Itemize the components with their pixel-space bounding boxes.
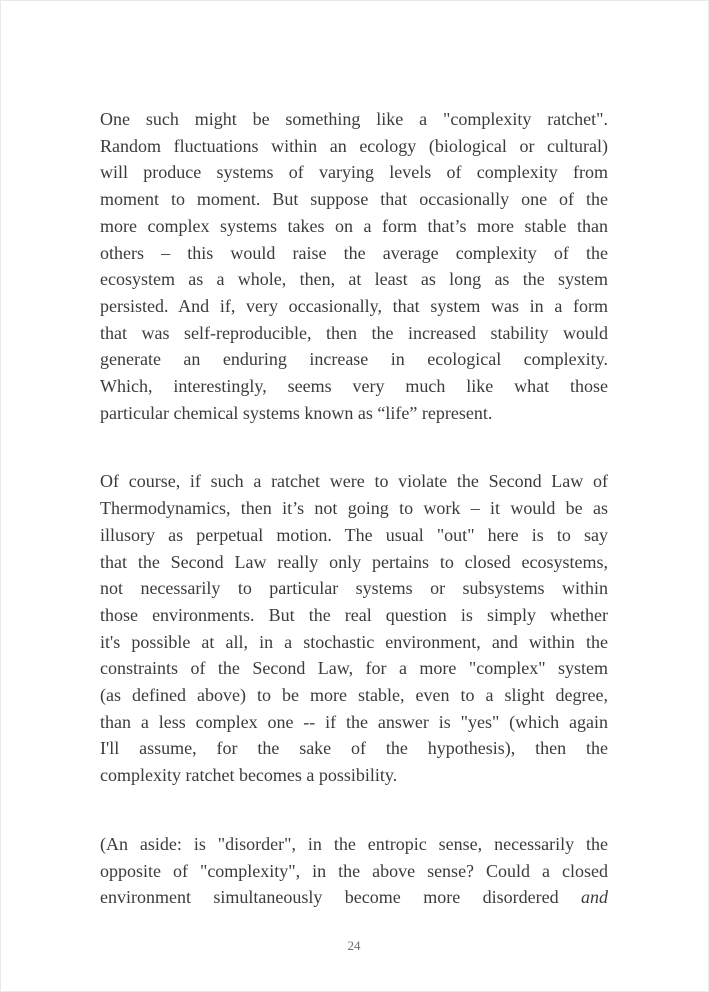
text-segment: more complex systems takes on a form that’s more stable than — [100, 215, 608, 236]
text-segment: generate an enduring increase in ecological complexity. — [100, 349, 608, 370]
text-segment: environment simultaneously become more disordered — [100, 887, 581, 908]
text-line — [100, 373, 608, 400]
text-line — [100, 159, 608, 186]
text-segment: others – this would raise the average complexity of the — [100, 242, 608, 263]
text-segment: Which, interestingly, seems very much like what those — [100, 376, 608, 397]
text-segment: persisted. And if, very occasionally, that system was in a form — [100, 295, 608, 316]
text-line — [100, 468, 608, 495]
text-segment: opposite of "complexity", in the above sense? Could a closed — [100, 860, 608, 881]
text-line — [100, 575, 608, 602]
text-line — [100, 762, 608, 789]
text-line — [100, 186, 608, 213]
text-line — [100, 884, 608, 911]
text-line — [100, 549, 608, 576]
text-line — [100, 831, 608, 858]
text-line — [100, 735, 608, 762]
text-line — [100, 858, 608, 885]
text-segment: that the Second Law really only pertains to closed ecosystems, — [100, 551, 608, 572]
page-number: 24 — [347, 938, 361, 953]
text-line — [100, 106, 608, 133]
text-segment: complexity ratchet becomes a possibility. — [100, 765, 398, 786]
text-segment: not necessarily to particular systems or subsystems within — [100, 578, 608, 599]
text-line — [100, 320, 608, 347]
paragraph-complexity-ratchet — [100, 106, 608, 426]
text-segment: than a less complex one -- if the answer is "yes" (which again — [100, 711, 608, 732]
text-line — [100, 682, 608, 709]
text-segment: Of course, if such a ratchet were to violate the Second Law of — [100, 471, 608, 492]
text-segment: Random fluctuations within an ecology (biological or cultural) — [100, 135, 608, 156]
text-segment: those environments. But the real question is simply whether — [100, 604, 608, 625]
text-segment: will produce systems of varying levels of complexity from — [100, 162, 608, 183]
text-line — [100, 346, 608, 373]
text-line — [100, 709, 608, 736]
paragraph-aside-disorder — [100, 831, 608, 911]
text-segment: particular chemical systems known as “life” represent. — [100, 402, 493, 423]
text-block — [100, 106, 608, 911]
text-segment: moment to moment. But suppose that occasionally one of the — [100, 189, 608, 210]
paragraph-second-law — [100, 468, 608, 788]
text-segment: One such might be something like a "complexity ratchet". — [100, 109, 608, 129]
text-segment: Thermodynamics, then it’s not going to work – it would be as — [100, 498, 608, 519]
text-line — [100, 213, 608, 240]
text-segment: constraints of the Second Law, for a more "complex" system — [100, 658, 608, 679]
text-segment: (as defined above) to be more stable, even to a slight degree, — [100, 685, 608, 706]
text-line — [100, 629, 608, 656]
text-line — [100, 602, 608, 629]
text-line — [100, 495, 608, 522]
text-line — [100, 400, 608, 427]
text-segment: that was self-reproducible, then the increased stability would — [100, 322, 608, 343]
text-line — [100, 240, 608, 267]
text-line — [100, 266, 608, 293]
text-segment: I'll assume, for the sake of the hypothesis), then the — [100, 738, 608, 759]
text-segment: (An aside: is "disorder", in the entropic sense, necessarily the — [100, 833, 608, 854]
text-line — [100, 133, 608, 160]
text-line — [100, 522, 608, 549]
text-segment: it's possible at all, in a stochastic environment, and within the — [100, 631, 608, 652]
italic-text: and — [581, 887, 608, 908]
text-line — [100, 293, 608, 320]
text-segment: illusory as perpetual motion. The usual "out" here is to say — [100, 524, 608, 545]
text-segment: ecosystem as a whole, then, at least as long as the system — [100, 269, 608, 290]
text-line — [100, 655, 608, 682]
